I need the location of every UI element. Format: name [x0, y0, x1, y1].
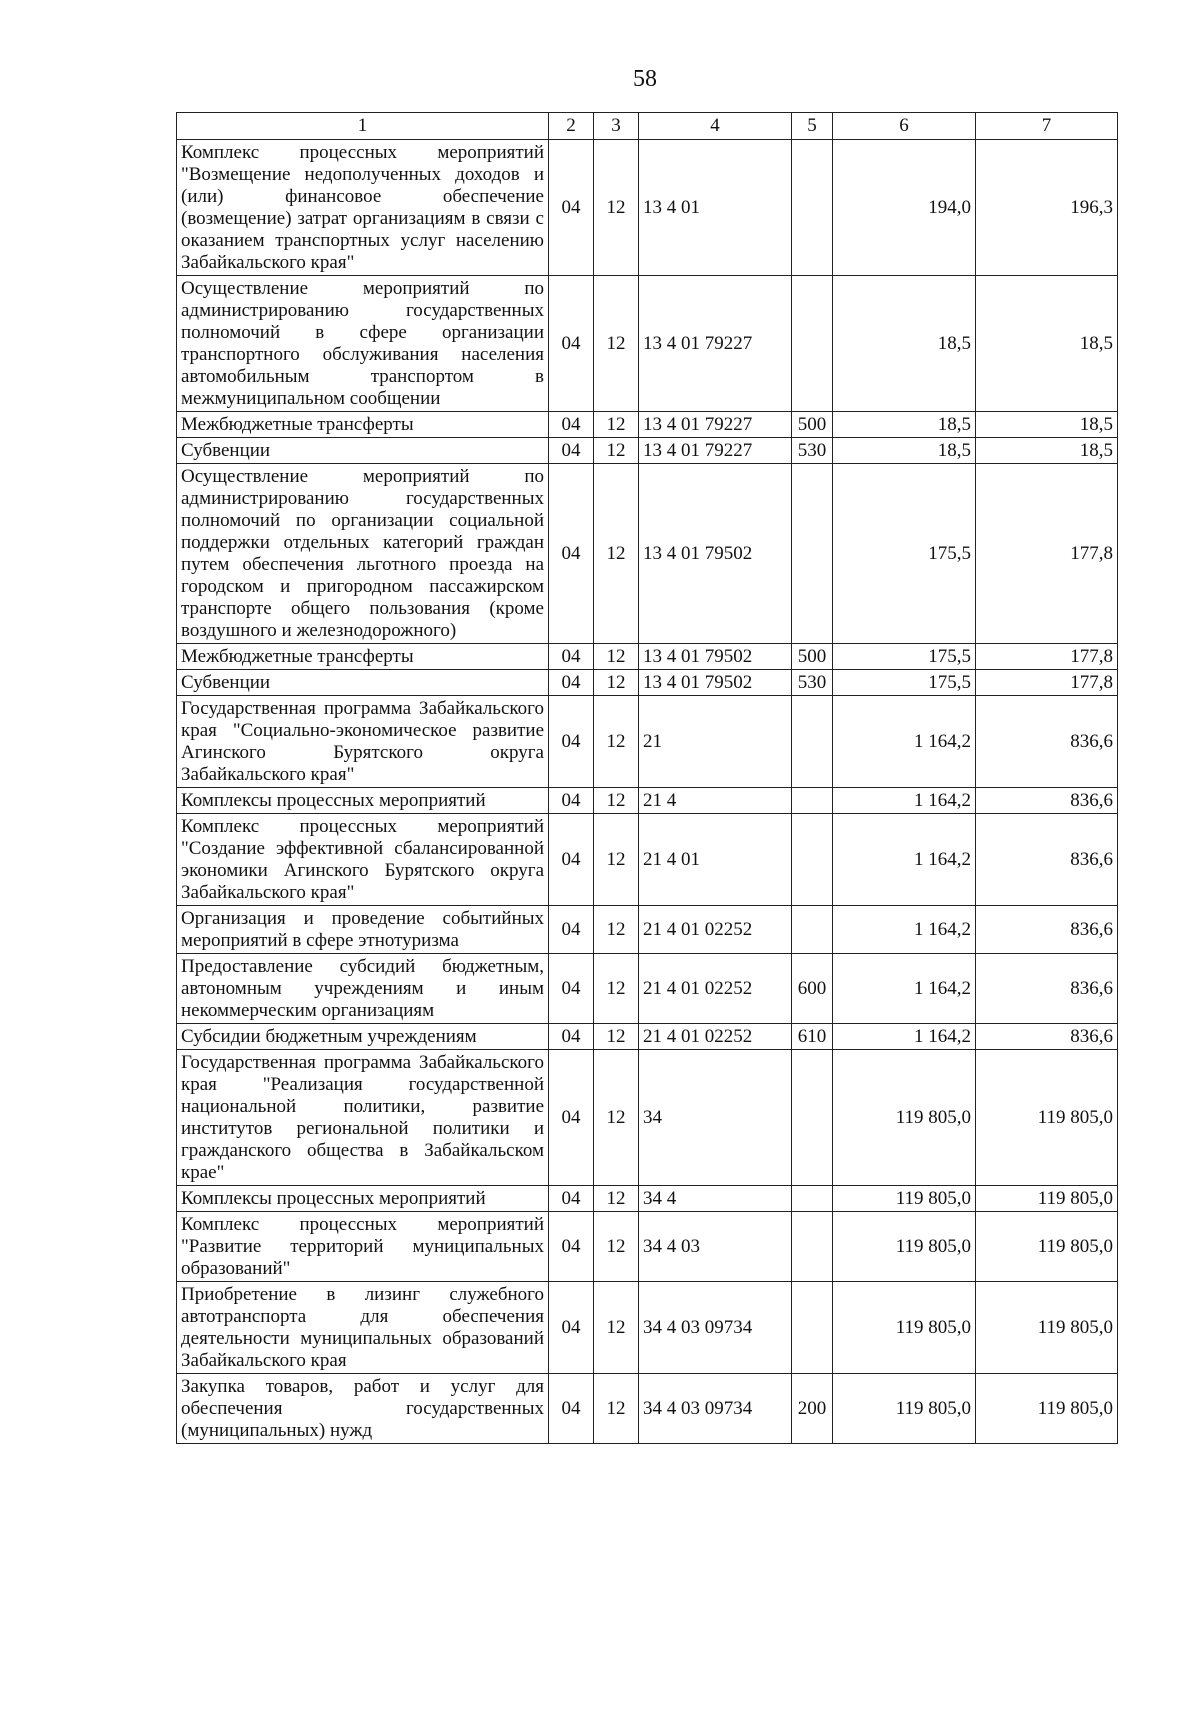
- table-row: [177, 1050, 1118, 1186]
- row-subsection: 12: [594, 412, 639, 438]
- row-subsection: 12: [594, 276, 639, 412]
- page-number: 58: [633, 66, 657, 92]
- row-amount-year-1: 18,5: [833, 438, 976, 464]
- row-target-article: 34 4 03: [639, 1212, 792, 1282]
- table-row: [177, 814, 1118, 906]
- header-col-3: 3: [594, 113, 639, 140]
- row-expense-type: [792, 1282, 833, 1374]
- table-row: [177, 464, 1118, 644]
- row-section: 04: [549, 1282, 594, 1374]
- row-amount-year-2: 18,5: [976, 276, 1118, 412]
- row-amount-year-1: 175,5: [833, 644, 976, 670]
- row-expense-type: [792, 696, 833, 788]
- row-target-article: 34 4: [639, 1186, 792, 1212]
- row-amount-year-1: 1 164,2: [833, 696, 976, 788]
- row-name: Субвенции: [177, 438, 549, 464]
- row-section: 04: [549, 906, 594, 954]
- row-subsection: 12: [594, 1212, 639, 1282]
- row-expense-type: [792, 1212, 833, 1282]
- row-name: Организация и проведение событийных мероприятий в сфере этнотуризма: [177, 906, 549, 954]
- table-row: [177, 412, 1118, 438]
- header-row: [177, 113, 1118, 140]
- table-row: [177, 954, 1118, 1024]
- table-row: [177, 644, 1118, 670]
- header-col-4: 4: [639, 113, 792, 140]
- row-expense-type: [792, 464, 833, 644]
- row-name: Субвенции: [177, 670, 549, 696]
- row-target-article: 13 4 01 79227: [639, 276, 792, 412]
- row-section: 04: [549, 438, 594, 464]
- row-name: Комплекс процессных мероприятий "Возмещение недополученных доходов и (или) финансовое обеспечение (возмещение) затрат организациям в связи с оказанием транспортных услуг населению Забайкальского края": [177, 140, 549, 276]
- row-amount-year-2: 119 805,0: [976, 1186, 1118, 1212]
- row-section: 04: [549, 696, 594, 788]
- row-target-article: 34 4 03 09734: [639, 1374, 792, 1444]
- row-subsection: 12: [594, 1186, 639, 1212]
- row-amount-year-1: 1 164,2: [833, 814, 976, 906]
- table-row: [177, 670, 1118, 696]
- row-amount-year-1: 1 164,2: [833, 788, 976, 814]
- table-row: [177, 140, 1118, 276]
- row-subsection: 12: [594, 670, 639, 696]
- row-amount-year-2: 836,6: [976, 788, 1118, 814]
- row-amount-year-1: 175,5: [833, 670, 976, 696]
- row-target-article: 13 4 01 79502: [639, 670, 792, 696]
- row-amount-year-2: 836,6: [976, 1024, 1118, 1050]
- row-section: 04: [549, 1050, 594, 1186]
- row-name: Осуществление мероприятий по администрированию государственных полномочий в сфере организации транспортного обслуживания населения автомобильным транспортом в межмуниципальном сообщении: [177, 276, 549, 412]
- row-subsection: 12: [594, 954, 639, 1024]
- row-target-article: 13 4 01: [639, 140, 792, 276]
- row-amount-year-1: 18,5: [833, 276, 976, 412]
- row-amount-year-2: 119 805,0: [976, 1050, 1118, 1186]
- table-row: [177, 1024, 1118, 1050]
- row-name: Комплексы процессных мероприятий: [177, 788, 549, 814]
- row-name: Государственная программа Забайкальского края "Социально-экономическое развитие Агинского Бурятского округа Забайкальского края": [177, 696, 549, 788]
- row-expense-type: 530: [792, 670, 833, 696]
- budget-table: [176, 112, 1118, 1444]
- row-expense-type: [792, 1050, 833, 1186]
- row-subsection: 12: [594, 1374, 639, 1444]
- header-col-7: 7: [976, 113, 1118, 140]
- row-target-article: 13 4 01 79227: [639, 412, 792, 438]
- row-amount-year-2: 119 805,0: [976, 1374, 1118, 1444]
- row-expense-type: [792, 140, 833, 276]
- row-subsection: 12: [594, 1024, 639, 1050]
- header-col-5: 5: [792, 113, 833, 140]
- row-target-article: 21 4 01 02252: [639, 1024, 792, 1050]
- row-expense-type: 600: [792, 954, 833, 1024]
- table-row: [177, 1212, 1118, 1282]
- row-subsection: 12: [594, 1050, 639, 1186]
- row-amount-year-2: 836,6: [976, 954, 1118, 1024]
- row-amount-year-2: 836,6: [976, 696, 1118, 788]
- row-target-article: 21 4 01 02252: [639, 906, 792, 954]
- header-col-2: 2: [549, 113, 594, 140]
- row-amount-year-1: 119 805,0: [833, 1282, 976, 1374]
- row-expense-type: [792, 814, 833, 906]
- row-name: Субсидии бюджетным учреждениям: [177, 1024, 549, 1050]
- row-expense-type: 200: [792, 1374, 833, 1444]
- row-name: Осуществление мероприятий по администрированию государственных полномочий по организации социальной поддержки отдельных категорий граждан путем обеспечения льготного проезда на городском и пригородном пассажирском транспорте общего пользования (кроме воздушного и железнодорожного): [177, 464, 549, 644]
- row-name: Межбюджетные трансферты: [177, 412, 549, 438]
- table-row: [177, 1282, 1118, 1374]
- row-section: 04: [549, 464, 594, 644]
- row-expense-type: 530: [792, 438, 833, 464]
- row-target-article: 13 4 01 79502: [639, 464, 792, 644]
- row-amount-year-2: 177,8: [976, 644, 1118, 670]
- row-amount-year-2: 177,8: [976, 464, 1118, 644]
- row-section: 04: [549, 814, 594, 906]
- row-subsection: 12: [594, 788, 639, 814]
- row-target-article: 34 4 03 09734: [639, 1282, 792, 1374]
- row-target-article: 21 4 01 02252: [639, 954, 792, 1024]
- row-amount-year-1: 119 805,0: [833, 1186, 976, 1212]
- row-amount-year-2: 18,5: [976, 438, 1118, 464]
- row-amount-year-1: 119 805,0: [833, 1212, 976, 1282]
- header-col-1: 1: [177, 113, 549, 140]
- row-subsection: 12: [594, 464, 639, 644]
- row-subsection: 12: [594, 644, 639, 670]
- row-name: Межбюджетные трансферты: [177, 644, 549, 670]
- row-subsection: 12: [594, 906, 639, 954]
- row-expense-type: 610: [792, 1024, 833, 1050]
- row-subsection: 12: [594, 438, 639, 464]
- row-target-article: 34: [639, 1050, 792, 1186]
- row-expense-type: 500: [792, 644, 833, 670]
- table-row: [177, 438, 1118, 464]
- row-expense-type: 500: [792, 412, 833, 438]
- row-amount-year-2: 119 805,0: [976, 1282, 1118, 1374]
- table-row: [177, 1374, 1118, 1444]
- row-section: 04: [549, 140, 594, 276]
- row-amount-year-2: 177,8: [976, 670, 1118, 696]
- table-row: [177, 696, 1118, 788]
- row-name: Предоставление субсидий бюджетным, автономным учреждениям и иным некоммерческим организациям: [177, 954, 549, 1024]
- row-expense-type: [792, 906, 833, 954]
- row-amount-year-1: 1 164,2: [833, 954, 976, 1024]
- row-name: Комплекс процессных мероприятий "Создание эффективной сбалансированной экономики Агинского Бурятского округа Забайкальского края": [177, 814, 549, 906]
- row-amount-year-1: 18,5: [833, 412, 976, 438]
- row-section: 04: [549, 1374, 594, 1444]
- row-section: 04: [549, 954, 594, 1024]
- row-amount-year-1: 1 164,2: [833, 906, 976, 954]
- table-row: [177, 788, 1118, 814]
- row-section: 04: [549, 1186, 594, 1212]
- row-name: Приобретение в лизинг служебного автотранспорта для обеспечения деятельности муниципальных образований Забайкальского края: [177, 1282, 549, 1374]
- table-row: [177, 906, 1118, 954]
- row-amount-year-2: 119 805,0: [976, 1212, 1118, 1282]
- row-subsection: 12: [594, 696, 639, 788]
- row-expense-type: [792, 1186, 833, 1212]
- row-amount-year-1: 119 805,0: [833, 1374, 976, 1444]
- row-section: 04: [549, 1024, 594, 1050]
- row-target-article: 13 4 01 79227: [639, 438, 792, 464]
- row-amount-year-1: 175,5: [833, 464, 976, 644]
- row-target-article: 21 4: [639, 788, 792, 814]
- row-amount-year-2: 196,3: [976, 140, 1118, 276]
- row-amount-year-1: 119 805,0: [833, 1050, 976, 1186]
- table-row: [177, 276, 1118, 412]
- row-amount-year-2: 836,6: [976, 814, 1118, 906]
- table-row: [177, 1186, 1118, 1212]
- row-subsection: 12: [594, 1282, 639, 1374]
- row-section: 04: [549, 670, 594, 696]
- row-amount-year-2: 836,6: [976, 906, 1118, 954]
- row-expense-type: [792, 276, 833, 412]
- header-col-6: 6: [833, 113, 976, 140]
- row-name: Комплексы процессных мероприятий: [177, 1186, 549, 1212]
- row-target-article: 21 4 01: [639, 814, 792, 906]
- row-amount-year-1: 194,0: [833, 140, 976, 276]
- row-section: 04: [549, 788, 594, 814]
- row-section: 04: [549, 644, 594, 670]
- row-name: Государственная программа Забайкальского края "Реализация государственной национальной политики, развитие институтов региональной политики и гражданского общества в Забайкальском крае": [177, 1050, 549, 1186]
- row-amount-year-1: 1 164,2: [833, 1024, 976, 1050]
- row-target-article: 21: [639, 696, 792, 788]
- row-subsection: 12: [594, 814, 639, 906]
- row-target-article: 13 4 01 79502: [639, 644, 792, 670]
- row-section: 04: [549, 412, 594, 438]
- row-expense-type: [792, 788, 833, 814]
- row-section: 04: [549, 1212, 594, 1282]
- row-name: Комплекс процессных мероприятий "Развитие территорий муниципальных образований": [177, 1212, 549, 1282]
- row-section: 04: [549, 276, 594, 412]
- row-subsection: 12: [594, 140, 639, 276]
- row-name: Закупка товаров, работ и услуг для обеспечения государственных (муниципальных) нужд: [177, 1374, 549, 1444]
- row-amount-year-2: 18,5: [976, 412, 1118, 438]
